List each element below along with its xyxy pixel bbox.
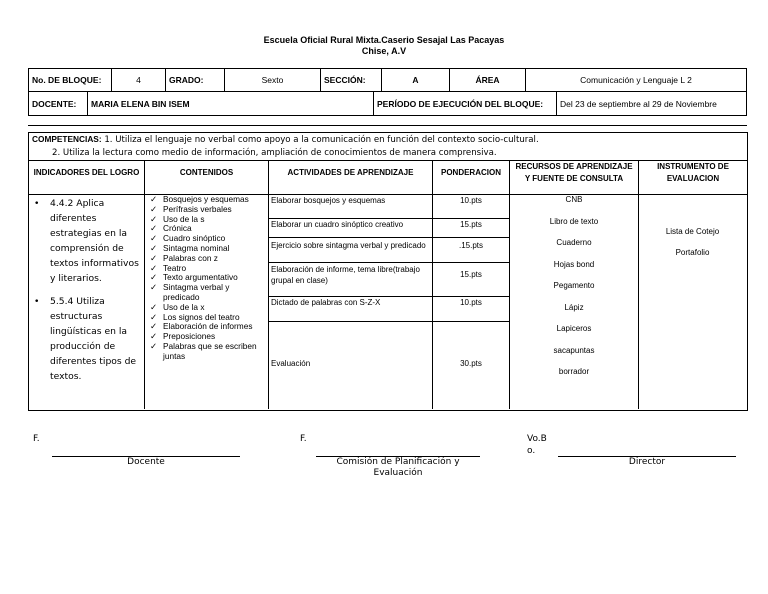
firma-f1: F. [33,434,40,444]
actividad-4: Elaboración de informe, tema libre(trabajo grupal en clase) [271,265,420,285]
actividad-2: Elaborar un cuadro sinóptico creativo [271,220,404,229]
col-divider [638,160,639,409]
col-recursos: RECURSOS DE APRENDIZAJE Y FUENTE DE CONSULTA [515,162,633,183]
recurso-item: Hojas bond [553,259,595,269]
recurso-item: CNB [565,195,583,204]
contenido-item: ✓ Uso de la x [146,303,268,313]
pts-4: 15.pts [460,270,482,279]
competencia-1: 1. Utiliza el lenguaje no verbal como apoyo a la comunicación en función del contexto socio-cultural. [101,135,539,145]
actividad-3: Ejercicio sobre sintagma verbal y predicado [271,241,426,250]
col-divider [268,160,269,409]
recurso-item: Pegamento [553,281,595,290]
docente-label: DOCENTE: [29,92,88,116]
docente-table [28,91,747,116]
contenido-item: ✓ Palabras con z [146,254,268,264]
competencias-line1 [32,134,742,145]
indicador-text: 5.5.4 Utiliza estructuras lingüísticas en la producción de diferentes tipos de textos. [50,296,137,382]
contenido-item: ✓ Palabras que se escriben juntas [146,342,268,362]
row-line [269,262,509,263]
indicador-text: 4.4.2 Aplica diferentes estrategias en la comprensión de textos informativos y literarios. [50,198,139,284]
recurso-item: Lapiceros [556,324,592,333]
row-line [269,321,509,322]
contenido-item: ✓ Perífrasis verbales [146,205,268,215]
contenido-item: ✓ Elaboración de informes [146,322,268,332]
area-value: Comunicación y Lenguaje L 2 [526,69,747,92]
competencias-label: COMPETENCIAS: [32,134,102,144]
grado-label: GRADO: [166,69,225,92]
indicador-item: • 5.5.4 Utiliza estructuras lingüísticas en la producción de diferentes tipos de textos. [34,296,137,382]
grado-value: Sexto [225,69,321,92]
actividad-1: Elaborar bosquejos y esquemas [271,196,386,205]
recurso-item: Libro de texto [549,216,599,226]
pts-6: 30.pts [460,359,482,368]
periodo-label: PERÍODO DE EJECUCIÓN DEL BLOQUE: [374,92,557,116]
contenido-item: ✓ Cuadro sinóptico [146,234,268,244]
indicadores-list [34,196,140,384]
instrumento-1: Lista de Cotejo [665,227,720,236]
docente-value: MARIA ELENA BIN ISEM [88,92,374,116]
pts-2: 15.pts [460,220,482,229]
contenido-item: ✓ Sintagma nominal [146,244,268,254]
contenido-item: ✓ Bosquejos y esquemas [146,195,268,205]
col-actividades: ACTIVIDADES DE APRENDIZAJE [287,168,414,177]
actividad-6: Evaluación [271,359,311,368]
contenido-item: ✓ Los signos del teatro [146,313,268,323]
indicador-item: • 4.4.2 Aplica diferentes estrategias en la comprensión de textos informativos y literarios. [34,198,139,284]
row-line [269,296,509,297]
contenido-item: ✓ Texto argumentativo [146,273,268,283]
col-contenidos: CONTENIDOS [179,168,234,177]
header-bottom-line [29,194,747,195]
recurso-item: Cuaderno [556,238,592,247]
bloque-label: No. DE BLOQUE: [29,69,112,92]
seccion-value: A [382,69,450,92]
competencia-2: 2. Utiliza la lectura como medio de información, ampliación de conocimientos de manera comprensiva. [52,148,497,158]
separator-line [28,125,747,126]
bloque-value: 4 [112,69,166,92]
pts-5: 10.pts [460,298,482,307]
firma-f2: F. [300,434,307,444]
contenido-item: ✓ Crónica [146,224,268,234]
recurso-item: sacapuntas [553,345,595,355]
col-divider [144,160,145,409]
contenido-item: ✓ Teatro [146,264,268,274]
firma-comision: Comisión de Planificación y Evaluación [336,457,460,478]
recurso-item: borrador [558,367,590,376]
col-instrumento: INSTRUMENTO DE EVALUACION [657,162,729,183]
col-indicadores: INDICADORES DEL LOGRO [33,168,140,177]
periodo-value: Del 23 de septiembre al 29 de Noviembre [557,92,747,116]
recurso-item: Lápiz [564,302,584,312]
contenido-item: ✓ Preposiciones [146,332,268,342]
instrumento-2: Portafolio [675,248,710,257]
firma-vobo: Vo.B o. [527,434,547,456]
contenido-item: ✓ Uso de la s [146,215,268,225]
contenido-item: ✓ Sintagma verbal y predicado [146,283,268,303]
pts-3: .15.pts [458,241,483,250]
recursos-list [510,195,638,389]
school-place: Chise, A.V [361,46,407,56]
col-ponderacion: PONDERACION [440,168,501,177]
area-label: ÁREA [450,69,526,92]
school-name: Escuela Oficial Rural Mixta.Caserio Sesajal Las Pacayas [263,35,505,45]
row-line [269,237,509,238]
info-table [28,68,747,92]
firma-director: Director [628,457,666,467]
contenidos-list [146,195,268,362]
pts-1: 10.pts [460,196,482,205]
actividad-5: Dictado de palabras con S-Z-X [271,298,381,307]
seccion-label: SECCIÓN: [321,69,382,92]
firma-docente: Docente [127,457,165,467]
row-line [269,218,509,219]
